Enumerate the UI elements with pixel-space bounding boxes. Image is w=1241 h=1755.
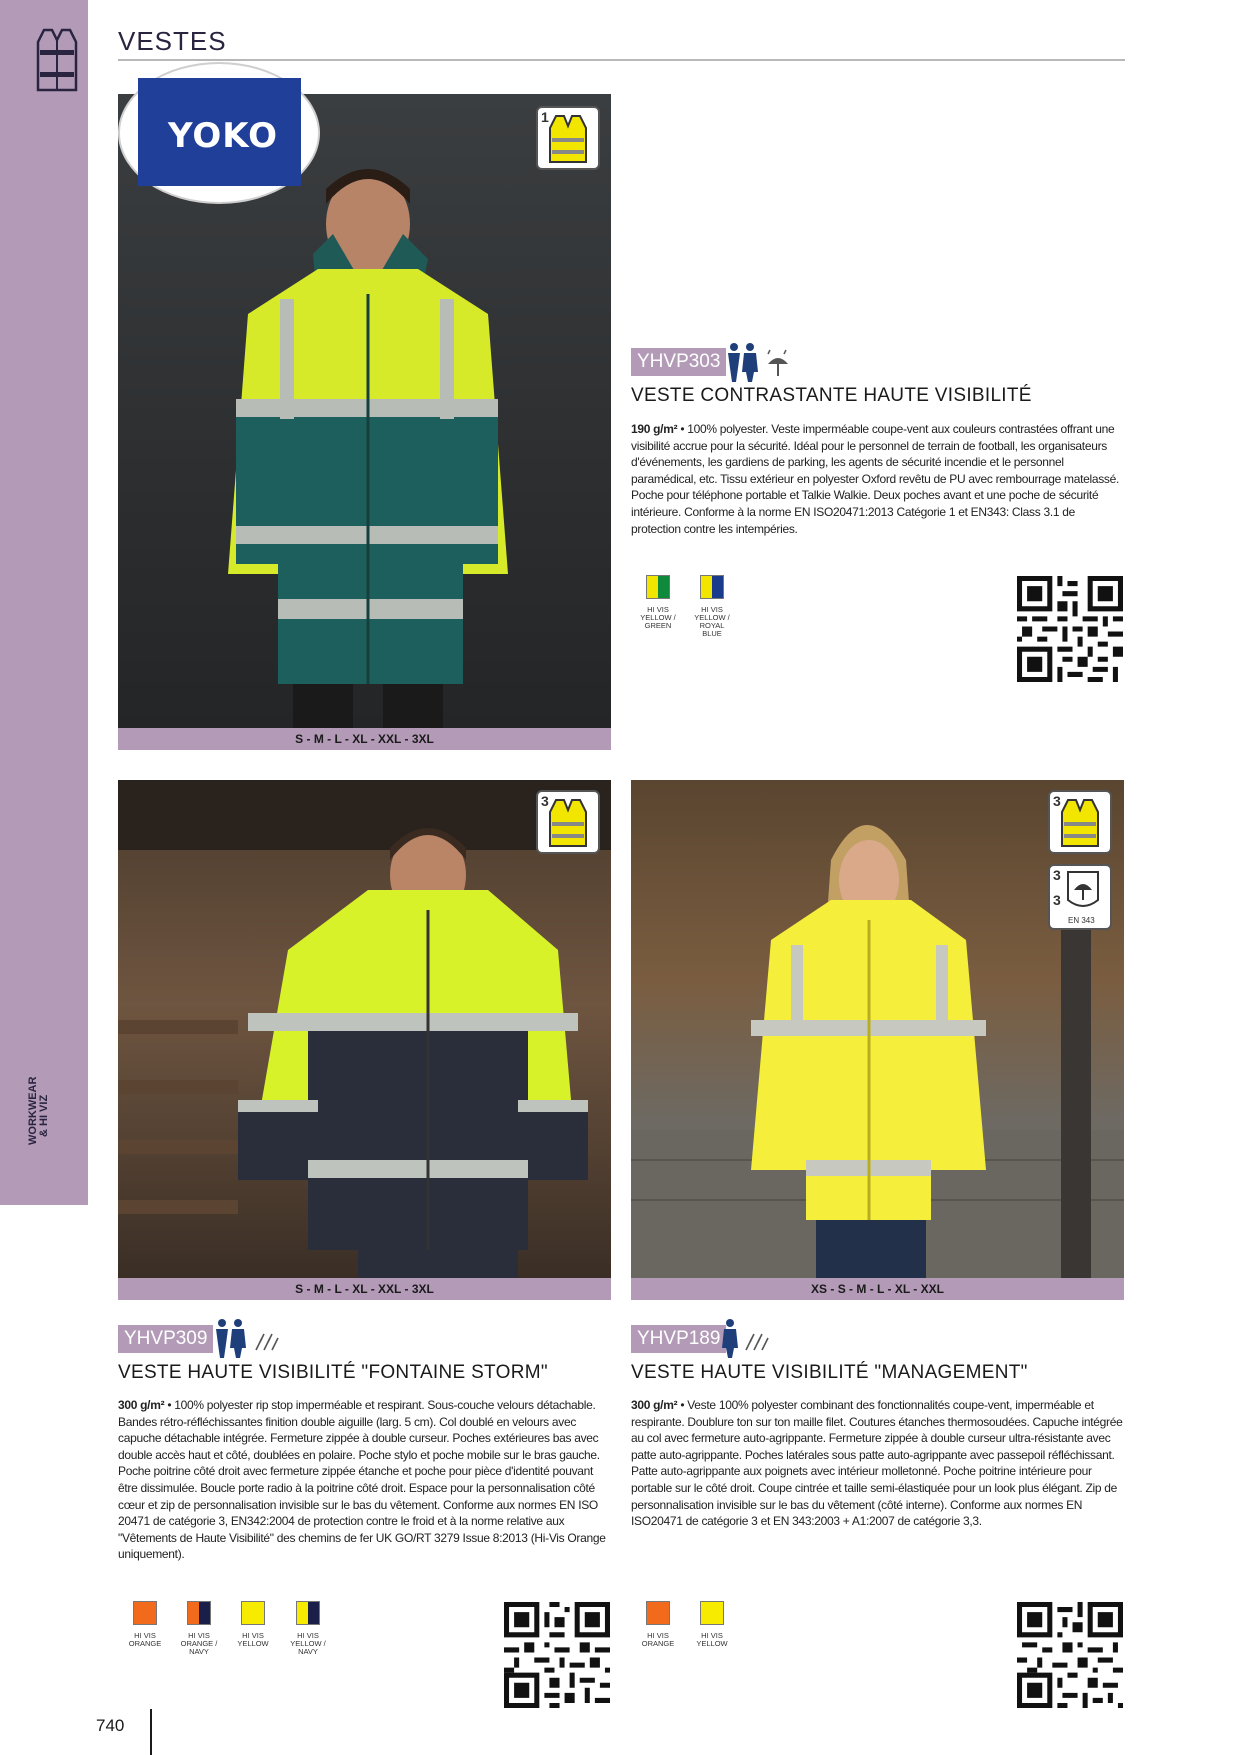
product-title: VESTE CONTRASTANTE HAUTE VISIBILITÉ <box>631 385 1032 406</box>
women-icon <box>722 1318 782 1358</box>
jacket-illustration-icon <box>631 780 1124 1278</box>
page-number: 740 <box>96 1716 125 1735</box>
hv-class-badge: 1 <box>536 106 600 170</box>
product-description: 300 g/m² • Veste 100% polyester combinant des fonctionnalités coupe-vent, imperméable et respirante. Doublure ton sur ton maille filet. Coutures étanches thermosoudées. Capuche intégrée au col avec fermeture auto-agrippante. Fermeture zippée à double curseur ultra-résistante avec patte auto-agrippante. Poches latérales sous patte auto-agrippante avec passepoil réfléchissant. Patte auto-agrippante aux poignets avec intérieur molletonné. Poche poitrine intérieure pour portable sur le côté droit. Coupe cintrée et taille semi-élastiquée pour un look plus élégant. Zip de personnalisation invisible sur le bas du vêtement (côté interne). Conforme aux normes EN ISO20471 de catégorie 3 et EN 343:2003 + A1:2007 de catégorie 3,3. <box>631 1398 1123 1529</box>
color-swatch-label: HI VIS YELLOW <box>237 1631 269 1648</box>
footer-divider <box>150 1709 152 1755</box>
color-swatch <box>133 1601 157 1625</box>
unisex-icon <box>724 342 804 382</box>
product-sku: YHVP189 <box>631 1325 726 1353</box>
brand-logo-text: YOKO <box>168 116 279 156</box>
product-title: VESTE HAUTE VISIBILITÉ "MANAGEMENT" <box>631 1362 1028 1383</box>
size-bar: S - M - L - XL - XXL - 3XL <box>118 728 611 750</box>
color-swatch-label: HI VIS YELLOW / ROYAL BLUE <box>694 605 730 638</box>
section-title: VESTES <box>118 26 227 56</box>
color-swatch <box>187 1601 211 1625</box>
product-description: 300 g/m² • 100% polyester rip stop imperméable et respirant. Sous-couche velours détachable. Bandes rétro-réfléchissantes finition double aiguille (larg. 5 cm). Col doublé en velours avec capuche détachable intégrée. Fermeture zippée à double curseur. Poches extérieures bas avec double accès haut et côté, doublées en polaire. Poche stylo et poche mobile sur le bras gauche. Poche poitrine côté droit avec fermeture zippée étanche et poche pour pièce d'identité pouvant être dissimulée. Boucle porte radio à la poitrine côté droit. Espace pour la personnalisation côté cœur et zip de personnalisation invisible sur le bas du vêtement. Conforme aux normes EN ISO 20471 de catégorie 3, EN342:2004 de protection contre le froid et à la norme relative aux "Vêtements de Haute Visibilité" des chemins de fer UK GO/RT 3279 Issue 8:2013 (Hi-Vis Orange uniquement). <box>118 1398 606 1562</box>
en343-label: EN 343 <box>1068 916 1095 925</box>
product-title: VESTE HAUTE VISIBILITÉ "FONTAINE STORM" <box>118 1362 548 1383</box>
color-swatch-label: HI VIS ORANGE <box>128 1631 162 1648</box>
section-divider <box>118 59 1125 61</box>
product-photo-yhvp189 <box>631 780 1124 1278</box>
hv-class-badge: 3 <box>1048 790 1112 854</box>
hv-class-badge: 3 <box>536 790 600 854</box>
product-photo-yhvp309 <box>118 780 611 1278</box>
jacket-illustration-icon <box>118 780 611 1278</box>
color-swatch <box>646 575 670 599</box>
vest-icon <box>34 28 80 94</box>
color-swatch <box>700 1601 724 1625</box>
color-swatch-label: HI VIS ORANGE / NAVY <box>180 1631 218 1656</box>
sidebar-label: WORKWEAR & HI VIZ <box>27 1076 50 1145</box>
product-sku: YHVP309 <box>118 1325 213 1353</box>
color-swatch <box>241 1601 265 1625</box>
size-bar: XS - S - M - L - XL - XXL <box>631 1278 1124 1300</box>
color-swatch <box>296 1601 320 1625</box>
sidebar <box>0 0 88 1205</box>
color-swatch-label: HI VIS YELLOW <box>696 1631 728 1648</box>
size-bar: S - M - L - XL - XXL - 3XL <box>118 1278 611 1300</box>
product-sku: YHVP303 <box>631 348 726 376</box>
product-description: 190 g/m² • 100% polyester. Veste imperméable coupe-vent aux couleurs contrastées offrant une visibilité accrue pour la sécurité. Idéal pour le personnel de terrain de football, les organisateurs d'événements, les gardiens de parking, les agents de sécurité incendie et le personnel paramédical, etc. Tissu extérieur en polyester Oxford revêtu de PU avec rembourrage matelassé. Poche pour téléphone portable et Talkie Walkie. Deux poches avant et une poche de sécurité intérieure. Conforme à la norme EN ISO20471:2013 Catégorie 1 et EN343: Class 3.1 de protection contre les intempéries. <box>631 422 1120 536</box>
unisex-icon <box>212 1318 292 1358</box>
qr-code-icon <box>504 1602 610 1708</box>
qr-code-icon <box>1017 576 1123 682</box>
color-swatch-label: HI VIS YELLOW / GREEN <box>640 605 676 630</box>
color-swatch <box>700 575 724 599</box>
color-swatch-label: HI VIS YELLOW / NAVY <box>290 1631 326 1656</box>
color-swatch-label: HI VIS ORANGE <box>641 1631 675 1648</box>
color-swatch <box>646 1601 670 1625</box>
en343-badge: 3 3 EN 343 <box>1048 864 1112 930</box>
qr-code-icon <box>1017 1602 1123 1708</box>
